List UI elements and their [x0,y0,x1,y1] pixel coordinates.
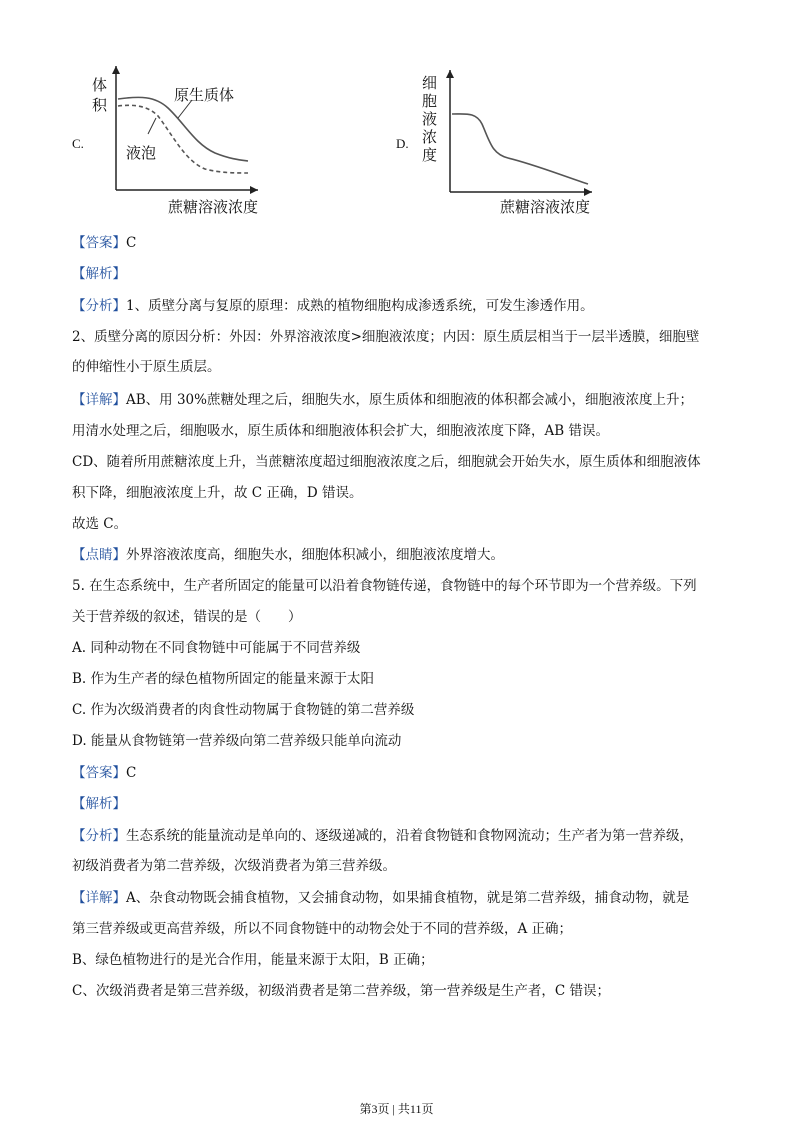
text-line [72,950,722,970]
text-line [72,421,722,441]
section-tag: 【详解】 [72,890,126,906]
line-text: 积下降，细胞液浓度上升，故 C 正确，D 错误。 [72,485,363,501]
section-tag: 【点睛】 [72,547,126,563]
section-tag: 【解析】 [72,266,126,282]
line-text: C [126,765,137,781]
line-text: A、杂食动物既会捕食植物，又会捕食动物，如果捕食植物，就是第二营养级，捕食动物，就是 [126,890,690,906]
vacuole-curve [118,105,248,173]
text-line [72,514,722,534]
line-text: D. 能量从食物链第一营养级向第二营养级只能单向流动 [72,733,402,749]
c-y-label-1: 体 [92,76,108,94]
text-line [72,856,722,876]
text-line [72,763,722,783]
line-text: A. 同种动物在不同食物链中可能属于不同营养级 [72,640,361,656]
line-text: 故选 C。 [72,516,128,532]
text-line [72,452,722,472]
d-y-label-1: 细 [422,74,438,92]
text-line [72,919,722,939]
text-line [72,390,722,410]
section-tag: 【详解】 [72,392,126,408]
text-line [72,981,722,1001]
line-text: 5. 在生态系统中，生产者所固定的能量可以沿着食物链传递，食物链中的每个环节即为一个营养级。下列 [72,578,697,594]
text-line [72,607,722,627]
line-text: 1、质壁分离与复原的原理：成熟的植物细胞构成渗透系统，可发生渗透作用。 [126,298,594,314]
page-footer: 第3页 | 共11页 [359,1102,434,1116]
line-text: 初级消费者为第二营养级，次级消费者为第三营养级。 [72,858,396,874]
d-x-arrow-icon [584,188,592,196]
line-text: B. 作为生产者的绿色植物所固定的能量来源于太阳 [72,671,375,687]
text-line [72,483,722,503]
option-c-label: C. [72,136,84,151]
text-line [72,576,722,596]
c-x-arrow-icon [250,186,258,194]
text-line [72,264,722,284]
c-y-arrow-icon [112,66,120,74]
text-line [72,700,722,720]
line-text: C [126,235,137,251]
d-y-label-5: 度 [422,146,438,164]
vacuole-pointer [148,118,156,134]
c-x-label: 蔗糖溶液浓度 [168,198,259,216]
cell-sap-curve [452,114,588,184]
text-line [72,327,722,347]
d-y-label-3: 液 [422,110,438,128]
text-line [72,545,722,565]
text-line [72,669,722,689]
text-line [72,233,722,253]
option-d-label: D. [396,136,409,151]
line-text: AB、用 30%蔗糖处理之后，细胞失水，原生质体和细胞液的体积都会减小，细胞液浓度上升； [126,392,693,408]
text-line [72,826,722,846]
figure-c-svg [90,66,270,216]
section-tag: 【分析】 [72,828,126,844]
line-text: CD、随着所用蔗糖浓度上升，当蔗糖浓度超过细胞液浓度之后，细胞就会开始失水，原生质体和细胞液体 [72,454,701,470]
section-tag: 【答案】 [72,765,126,781]
line-text: 生态系统的能量流动是单向的、逐级递减的，沿着食物链和食物网流动；生产者为第一营养级， [126,828,693,844]
figure-d-svg [418,70,598,220]
section-tag: 【分析】 [72,298,126,314]
section-tag: 【答案】 [72,235,126,251]
line-text: 关于营养级的叙述，错误的是（ ） [72,609,302,625]
line-text: B、绿色植物进行的是光合作用，能量来源于太阳，B 正确； [72,952,434,968]
line-text: 的伸缩性小于原生质层。 [72,359,221,375]
c-curve2-label: 液泡 [126,144,157,162]
d-y-label-4: 浓 [422,128,438,146]
text-line [72,794,722,814]
d-y-label-2: 胞 [422,92,438,110]
figure-d-graph [418,70,598,224]
text-line [72,638,722,658]
line-text: 2、质壁分离的原因分析：外因：外界溶液浓度>细胞液浓度；内因：原生质层相当于一层半透膜，细胞壁 [72,329,700,345]
text-line [72,888,722,908]
line-text: 第三营养级或更高营养级，所以不同食物链中的动物会处于不同的营养级，A 正确； [72,921,573,937]
text-line [72,296,722,316]
d-x-label: 蔗糖溶液浓度 [500,198,591,216]
c-curve1-label: 原生质体 [174,86,235,104]
line-text: 外界溶液浓度高，细胞失水，细胞体积减小，细胞液浓度增大。 [126,547,504,563]
c-y-label-2: 积 [92,96,108,114]
text-line [72,731,722,751]
section-tag: 【解析】 [72,796,126,812]
text-line [72,357,722,377]
d-y-arrow-icon [446,70,454,78]
line-text: 用清水处理之后，细胞吸水，原生质体和细胞液体积会扩大，细胞液浓度下降，AB 错误。 [72,423,609,439]
figure-c-graph [90,66,270,220]
line-text: C. 作为次级消费者的肉食性动物属于食物链的第二营养级 [72,702,415,718]
line-text: C、次级消费者是第三营养级，初级消费者是第二营养级，第一营养级是生产者，C 错误； [72,983,610,999]
